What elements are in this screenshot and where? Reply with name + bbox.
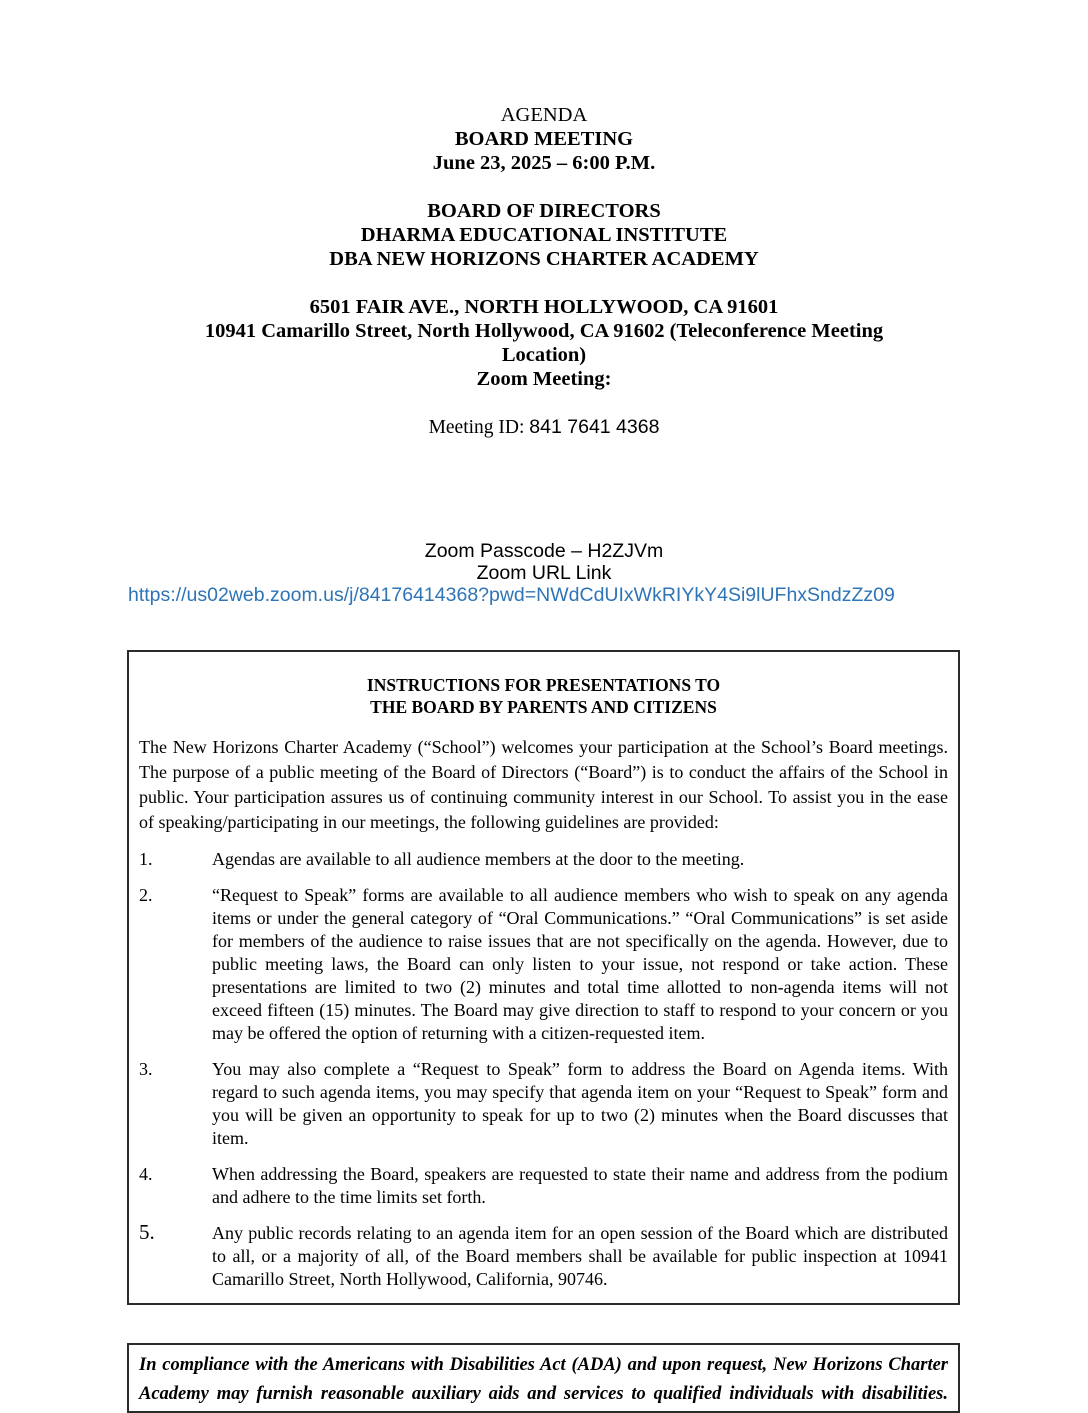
zoom-url-link[interactable]: https://us02web.zoom.us/j/84176414368?pwd=NWdCdUIxWkRIYkY4Si9lUFhxSndzZz09 (128, 584, 895, 606)
spacer (0, 271, 1088, 295)
instructions-box (127, 650, 960, 1305)
list-item (139, 1163, 948, 1209)
zoom-meeting-label: Zoom Meeting: (476, 368, 612, 390)
spacer (0, 175, 1088, 199)
meeting-id-line (0, 415, 1088, 440)
ada-notice-text: In compliance with the Americans with Disabilities Act (ADA) and upon request, New Horizons Charter Academy may furnish reasonable auxiliary aids and services to qualified individuals with disabilities. (139, 1355, 948, 1404)
item-number: 3. (139, 1059, 153, 1079)
ada-notice-box (127, 1343, 960, 1413)
instructions-heading-line2: THE BOARD BY PARENTS AND CITIZENS (370, 697, 717, 717)
org-line-institute: DHARMA EDUCATIONAL INSTITUTE (360, 224, 728, 246)
list-item (139, 848, 948, 871)
instructions-heading-line1: INSTRUCTIONS FOR PRESENTATIONS TO (366, 675, 721, 695)
org-line-dba: DBA NEW HORIZONS CHARTER ACADEMY (329, 248, 759, 270)
address-line-2: 10941 Camarillo Street, North Hollywood, CA 91602 (Teleconference Meeting Location) (204, 320, 884, 366)
item-text: You may also complete a “Request to Speak” form to address the Board on Agenda items. With regard to such agenda items, you may specify that agenda item on your “Request to Speak” form and you will be given an opportunity to speak for up to two (2) minutes when the Board discusses that item. (212, 1059, 948, 1148)
meeting-title: BOARD MEETING (454, 128, 634, 150)
item-number: 2. (139, 885, 153, 905)
address-line-1: 6501 FAIR AVE., NORTH HOLLYWOOD, CA 91601 (309, 296, 779, 318)
instructions-heading (139, 674, 948, 718)
meeting-datetime: June 23, 2025 – 6:00 P.M. (432, 152, 656, 174)
document-header (0, 0, 1088, 584)
zoom-url-label: Zoom URL Link (476, 562, 612, 584)
item-number: 5. (139, 1220, 155, 1244)
item-number: 4. (139, 1164, 153, 1184)
list-item (139, 1222, 948, 1291)
zoom-url-line (128, 584, 1088, 606)
page-title: AGENDA (500, 104, 588, 126)
zoom-passcode: Zoom Passcode – H2ZJVm (424, 540, 664, 562)
item-text: When addressing the Board, speakers are requested to state their name and address from the podium and adhere to the time limits set forth. (212, 1164, 948, 1207)
meeting-id-value: 841 7641 4368 (529, 416, 660, 438)
spacer (0, 440, 1088, 540)
list-item (139, 1058, 948, 1150)
item-text: Any public records relating to an agenda item for an open session of the Board which are distributed to all, or a majority of all, of the Board members shall be available for public inspection at 10941 Camarillo Street, North Hollywood, California, 90746. (212, 1223, 948, 1289)
list-item (139, 884, 948, 1045)
instructions-intro: The New Horizons Charter Academy (“School”) welcomes your participation at the School’s Board meetings. The purpose of a public meeting of the Board of Directors (“Board”) is to conduct the affairs of the School in public. Your participation assures us of continuing community interest in our School. To assist you in the ease of speaking/participating in our meetings, the following guidelines are provided: (139, 737, 948, 832)
item-text: “Request to Speak” forms are available to all audience members who wish to speak on any agenda items or under the general category of “Oral Communications.” “Oral Communications” is set aside for members of the audience to raise issues that are not specifically on the agenda. However, due to public meeting laws, the Board can only listen to your issue, not respond or take action. These presentations are limited to two (2) minutes and total time allotted to non-agenda items will not exceed fifteen (15) minutes. The Board may give direction to staff to respond to your concern or you may be offered the option of returning with a citizen-requested item. (212, 885, 948, 1043)
item-text: Agendas are available to all audience members at the door to the meeting. (212, 849, 745, 869)
meeting-id-label: Meeting ID: (428, 417, 530, 438)
item-number: 1. (139, 849, 153, 869)
org-line-board: BOARD OF DIRECTORS (427, 200, 661, 222)
